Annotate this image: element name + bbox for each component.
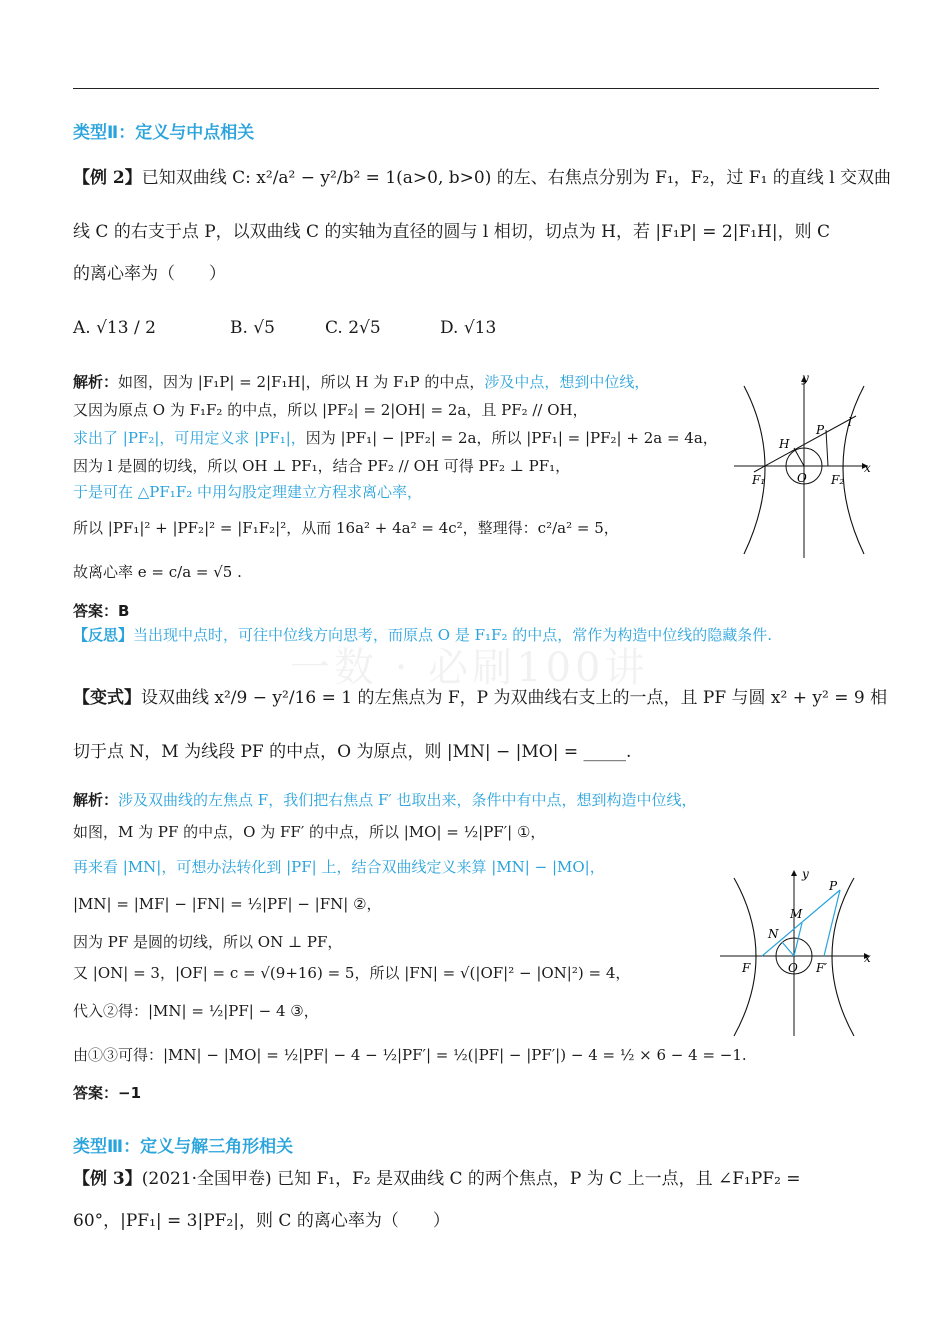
example2-sol-hint1: 涉及中点，想到中位线， xyxy=(484,373,650,391)
variant-stem-line1 xyxy=(73,690,887,707)
fig2-label-y: y xyxy=(802,867,809,881)
example2-stem-text1: 已知双曲线 C: x²/a² − y²/b² = 1(a>0, b>0) 的左、右焦点分别为 F₁，F₂，过 F₁ 的直线 l 交双曲 xyxy=(141,168,892,188)
example2-solution-line1 xyxy=(73,371,649,392)
fig2-label-f: F xyxy=(742,961,751,975)
example3-stem-text1: (2021·全国甲卷) 已知 F₁，F₂ 是双曲线 C 的两个焦点，P 为 C 上一点，且 ∠F₁PF₂ = xyxy=(141,1169,801,1189)
variant-stem-text1: 设双曲线 x²/9 − y²/16 = 1 的左焦点为 F，P 为双曲线右支上的一点，且 PF 与圆 x² + y² = 9 相 xyxy=(141,688,888,708)
example2-option-c: C. 2√5 xyxy=(325,318,381,338)
fig1-label-y: y xyxy=(802,371,809,385)
example3-stem-line1 xyxy=(73,1171,801,1188)
hyperbola-figure-1 xyxy=(728,368,880,560)
fig2-y-arrow xyxy=(791,870,797,876)
example2-solution-label: 解析： xyxy=(73,373,119,391)
variant-solution-line1 xyxy=(73,789,697,810)
fig2-label-m: M xyxy=(790,907,803,921)
example2-sol-text1a: 如图，因为 |F₁P| = 2|F₁H|，所以 H 为 F₁P 的中点， xyxy=(118,373,485,391)
fig1-segment-oh xyxy=(794,448,804,466)
example2-reflection-text: 当出现中点时，可往中位线方向思考，而原点 O 是 F₁F₂ 的中点，常作为构造中位线的隐藏条件. xyxy=(133,626,772,644)
example2-stem-line2: 线 C 的右支于点 P，以双曲线 C 的实轴为直径的圆与 l 相切，切点为 H，若 |F₁P| = 2|F₁H|，则 C xyxy=(73,222,831,242)
example2-solution-line4: 因为 l 是圆的切线，所以 OH ⊥ PF₁，结合 PF₂ // OH 可得 PF₂ ⊥ PF₁， xyxy=(73,457,571,475)
fig1-segment-pf2 xyxy=(826,430,828,466)
fig2-left-branch xyxy=(734,878,756,1036)
hyperbola-figure-2 xyxy=(716,866,880,1038)
fig1-right-branch xyxy=(843,386,864,554)
section-heading-3: 类型Ⅲ：定义与解三角形相关 xyxy=(73,1137,294,1157)
example2-sol-hint2: 求出了 |PF₂|，可用定义求 |PF₁|， xyxy=(73,429,306,447)
example3-tag: 【例 3】 xyxy=(73,1169,142,1189)
variant-solution-line7: 代入②得：|MN| = ½|PF| − 4 ③， xyxy=(73,1002,319,1020)
fig2-label-f-prime: F′ xyxy=(816,961,828,975)
example2-reflection-tag: 【反思】 xyxy=(73,626,134,644)
fig2-label-o: O xyxy=(788,961,798,975)
variant-sol-hint1: 涉及双曲线的左焦点 F，我们把右焦点 F′ 也取出来，条件中有中点，想到构造中位线， xyxy=(118,791,697,809)
variant-solution-line5: 因为 PF 是圆的切线，所以 ON ⊥ PF， xyxy=(73,933,343,951)
example2-option-b: B. √5 xyxy=(230,318,275,338)
variant-solution-line8: 由①③可得：|MN| − |MO| = ½|PF| − 4 − ½|PF′| = ½(|PF| − |PF′|) − 4 = ½ × 6 − 4 = −1. xyxy=(73,1046,747,1064)
fig2-label-x: x xyxy=(864,951,871,965)
fig2-segment-on xyxy=(782,942,794,956)
fig2-right-branch xyxy=(832,878,854,1036)
fig1-label-x: x xyxy=(864,461,871,475)
example2-stem-line1 xyxy=(73,170,891,187)
fig1-label-o: O xyxy=(797,471,807,485)
watermark: 一数 · 必刷100讲 xyxy=(290,645,649,691)
variant-solution-line4: |MN| = |MF| − |FN| = ½|PF| − |FN| ②， xyxy=(73,895,382,913)
variant-stem-line2: 切于点 N，M 为线段 PF 的中点，O 为原点，则 |MN| − |MO| = _____. xyxy=(73,742,632,762)
fig1-label-f2: F₂ xyxy=(831,473,845,487)
fig1-label-h: H xyxy=(779,437,790,451)
fig1-left-branch xyxy=(744,386,765,554)
example2-solution-line3 xyxy=(73,427,718,448)
fig1-line-l xyxy=(754,416,856,472)
example2-solution-line5: 于是可在 △PF₁F₂ 中用勾股定理建立方程求离心率， xyxy=(73,483,423,501)
example2-tag: 【例 2】 xyxy=(73,168,142,188)
example2-option-d: D. √13 xyxy=(440,318,497,338)
example2-solution-line6: 所以 |PF₁|² + |PF₂|² = |F₁F₂|²，从而 16a² + 4a² = 4c²，整理得：c²/a² = 5， xyxy=(73,519,619,537)
variant-answer: 答案：−1 xyxy=(73,1084,142,1102)
section-heading-2: 类型Ⅱ：定义与中点相关 xyxy=(73,123,255,143)
example2-answer: 答案：B xyxy=(73,602,130,620)
fig1-label-p: P xyxy=(816,423,825,437)
variant-solution-line2: 如图，M 为 PF 的中点，O 为 FF′ 的中点，所以 |MO| = ½|PF′| ①， xyxy=(73,823,546,841)
example2-solution-line2: 又因为原点 O 为 F₁F₂ 的中点，所以 |PF₂| = 2|OH| = 2a，且 PF₂ // OH， xyxy=(73,401,588,419)
example2-stem-line3: 的离心率为（ ） xyxy=(73,264,226,284)
fig1-label-l: l xyxy=(848,415,852,429)
variant-tag: 【变式】 xyxy=(73,688,141,708)
fig1-label-f1: F₁ xyxy=(752,473,766,487)
fig2-label-n: N xyxy=(768,927,779,941)
variant-solution-line3: 再来看 |MN|，可想办法转化到 |PF| 上，结合双曲线定义来算 |MN| − |MO|， xyxy=(73,858,605,876)
variant-solution-line6: 又 |ON| = 3，|OF| = c = √(9+16) = 5，所以 |FN| = √(|OF|² − |ON|²) = 4， xyxy=(73,964,631,982)
fig2-label-p: P xyxy=(829,879,838,893)
example2-option-a: A. √13 / 2 xyxy=(73,318,156,338)
example2-solution-line7: 故离心率 e = c/a = √5 . xyxy=(73,563,242,581)
example2-sol-text3b: 因为 |PF₁| − |PF₂| = 2a，所以 |PF₁| = |PF₂| + 2a = 4a， xyxy=(305,429,718,447)
example3-stem-line2: 60°，|PF₁| = 3|PF₂|，则 C 的离心率为（ ） xyxy=(73,1211,450,1231)
variant-solution-label: 解析： xyxy=(73,791,119,809)
top-rule xyxy=(73,88,879,89)
fig2-segment-pf xyxy=(762,890,840,956)
